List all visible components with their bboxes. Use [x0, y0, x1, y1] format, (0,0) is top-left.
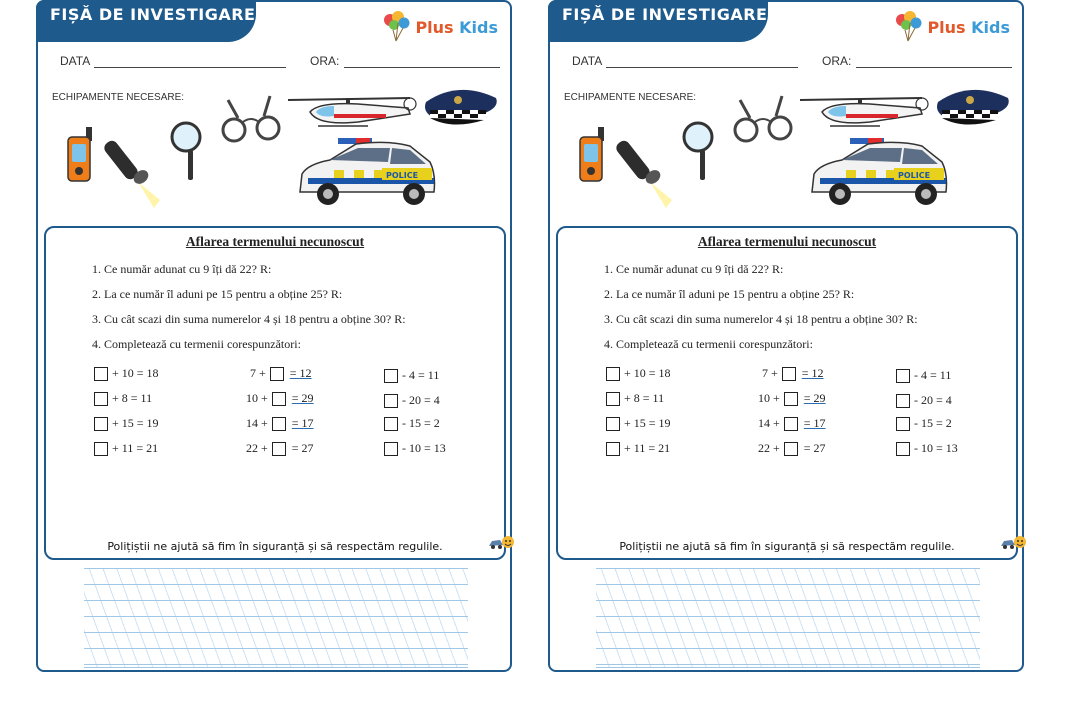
police-car-icon [812, 138, 947, 205]
answer-box[interactable] [896, 369, 910, 383]
date-line [94, 67, 286, 68]
magnifier-icon [684, 123, 712, 180]
equation-row1-col2: 7 + = 12 [762, 366, 824, 380]
balloons-logo-icon [379, 10, 413, 44]
exercise-title: Aflarea termenului necunoscut [185, 234, 365, 249]
answer-box[interactable] [606, 367, 620, 381]
answer-box[interactable] [384, 369, 398, 383]
date-label: DATA [60, 54, 91, 68]
worksheet-right [548, 0, 1024, 672]
equation-row3-col3: - 15 = 2 [384, 416, 440, 431]
time-line [856, 67, 1012, 68]
date-line [606, 67, 798, 68]
exercise-title: Aflarea termenului necunoscut [697, 234, 877, 249]
equation-row1-col3: - 4 = 11 [384, 368, 439, 383]
equation-row2-col3: - 20 = 4 [384, 393, 440, 408]
question-2: 2. La ce număr îl aduni pe 15 pentru a obține 25? R: [92, 287, 343, 301]
balloons-logo-icon [891, 10, 925, 44]
answer-box[interactable] [94, 392, 108, 406]
answer-box[interactable] [272, 442, 286, 456]
answer-box[interactable] [896, 442, 910, 456]
brand-part-kids: Kids [459, 17, 498, 37]
answer-box[interactable] [272, 392, 286, 406]
handwriting-lines[interactable] [84, 568, 468, 668]
equation-row3-col2: 14 + = 17 [758, 416, 826, 430]
walkie-talkie-icon [580, 127, 604, 181]
emoji-icon [488, 534, 514, 550]
equation-row3-col3: - 15 = 2 [896, 416, 952, 431]
exercise-box [556, 226, 1018, 560]
equation-row2-col3: - 20 = 4 [896, 393, 952, 408]
emoji-icon [1000, 534, 1026, 550]
answer-box[interactable] [384, 442, 398, 456]
question-4: 4. Completează cu termenii corespunzători: [92, 337, 301, 351]
answer-box[interactable] [384, 417, 398, 431]
answer-box[interactable] [896, 394, 910, 408]
time-label: ORA: [822, 54, 852, 68]
equation-row1-col2: 7 + = 12 [250, 366, 312, 380]
equipment-illustrations [550, 82, 1026, 222]
question-1: 1. Ce număr adunat cu 9 îți dă 22? R: [92, 262, 272, 276]
equation-row2-col1: + 8 = 11 [606, 391, 664, 406]
equation-row3-col1: + 15 = 19 [94, 416, 159, 431]
equation-row4-col3: - 10 = 13 [896, 441, 958, 456]
answer-box[interactable] [270, 367, 284, 381]
answer-box[interactable] [606, 417, 620, 431]
footer-message: Polițiștii ne ajută să fim în siguranță și să respectăm regulile. [619, 540, 955, 553]
answer-box[interactable] [606, 392, 620, 406]
answer-box[interactable] [94, 367, 108, 381]
equation-row2-col2: 10 + = 29 [246, 391, 314, 405]
brand-part-plus: Plus [415, 17, 454, 37]
brand-logo [379, 10, 498, 44]
equipment-label: ECHIPAMENTE NECESARE: [52, 92, 185, 103]
question-3: 3. Cu cât scazi din suma numerelor 4 și 18 pentru a obține 30? R: [92, 312, 406, 326]
date-label: DATA [572, 54, 603, 68]
worksheet-title: FIȘĂ DE INVESTIGARE [548, 0, 768, 42]
footer-message: Polițiștii ne ajută să fim în siguranță și să respectăm regulile. [107, 540, 443, 553]
worksheet-left [36, 0, 512, 672]
date-time-row [58, 54, 494, 72]
equation-row3-col1: + 15 = 19 [606, 416, 671, 431]
flashlight-icon [102, 138, 160, 208]
police-car-text: POLICE [898, 171, 931, 180]
flashlight-icon [614, 138, 672, 208]
handwriting-lines[interactable] [596, 568, 980, 668]
question-3: 3. Cu cât scazi din suma numerelor 4 și 18 pentru a obține 30? R: [604, 312, 918, 326]
answer-box[interactable] [272, 417, 286, 431]
answer-box[interactable] [94, 442, 108, 456]
answer-box[interactable] [94, 417, 108, 431]
equation-row1-col3: - 4 = 11 [896, 368, 951, 383]
handcuffs-icon [735, 96, 791, 141]
handcuffs-icon [223, 96, 279, 141]
brand-part-kids: Kids [971, 17, 1010, 37]
equation-row1-col1: + 10 = 18 [606, 366, 671, 381]
equation-row1-col1: + 10 = 18 [94, 366, 159, 381]
answer-box[interactable] [384, 394, 398, 408]
equation-row3-col2: 14 + = 17 [246, 416, 314, 430]
answer-box[interactable] [784, 417, 798, 431]
worksheet-title: FIȘĂ DE INVESTIGARE [36, 0, 256, 42]
time-label: ORA: [310, 54, 340, 68]
police-cap-icon [937, 90, 1009, 125]
helicopter-icon [800, 98, 928, 126]
walkie-talkie-icon [68, 127, 92, 181]
equation-row2-col1: + 8 = 11 [94, 391, 152, 406]
question-2: 2. La ce număr îl aduni pe 15 pentru a obține 25? R: [604, 287, 855, 301]
answer-box[interactable] [784, 442, 798, 456]
question-1: 1. Ce număr adunat cu 9 îți dă 22? R: [604, 262, 784, 276]
police-car-icon [300, 138, 435, 205]
brand-part-plus: Plus [927, 17, 966, 37]
answer-box[interactable] [782, 367, 796, 381]
equation-row4-col2: 22 + = 27 [246, 441, 314, 455]
magnifier-icon [172, 123, 200, 180]
equation-row4-col1: + 11 = 21 [94, 441, 158, 456]
equation-row2-col2: 10 + = 29 [758, 391, 826, 405]
equation-row4-col1: + 11 = 21 [606, 441, 670, 456]
exercise-box [44, 226, 506, 560]
equipment-label: ECHIPAMENTE NECESARE: [564, 92, 697, 103]
equation-row4-col3: - 10 = 13 [384, 441, 446, 456]
date-time-row [570, 54, 1006, 72]
answer-box[interactable] [896, 417, 910, 431]
police-cap-icon [425, 90, 497, 125]
time-line [344, 67, 500, 68]
equipment-illustrations [38, 82, 514, 222]
question-4: 4. Completează cu termenii corespunzători: [604, 337, 813, 351]
helicopter-icon [288, 98, 416, 126]
answer-box[interactable] [606, 442, 620, 456]
answer-box[interactable] [784, 392, 798, 406]
equation-row4-col2: 22 + = 27 [758, 441, 826, 455]
police-car-text: POLICE [386, 171, 419, 180]
brand-logo [891, 10, 1010, 44]
